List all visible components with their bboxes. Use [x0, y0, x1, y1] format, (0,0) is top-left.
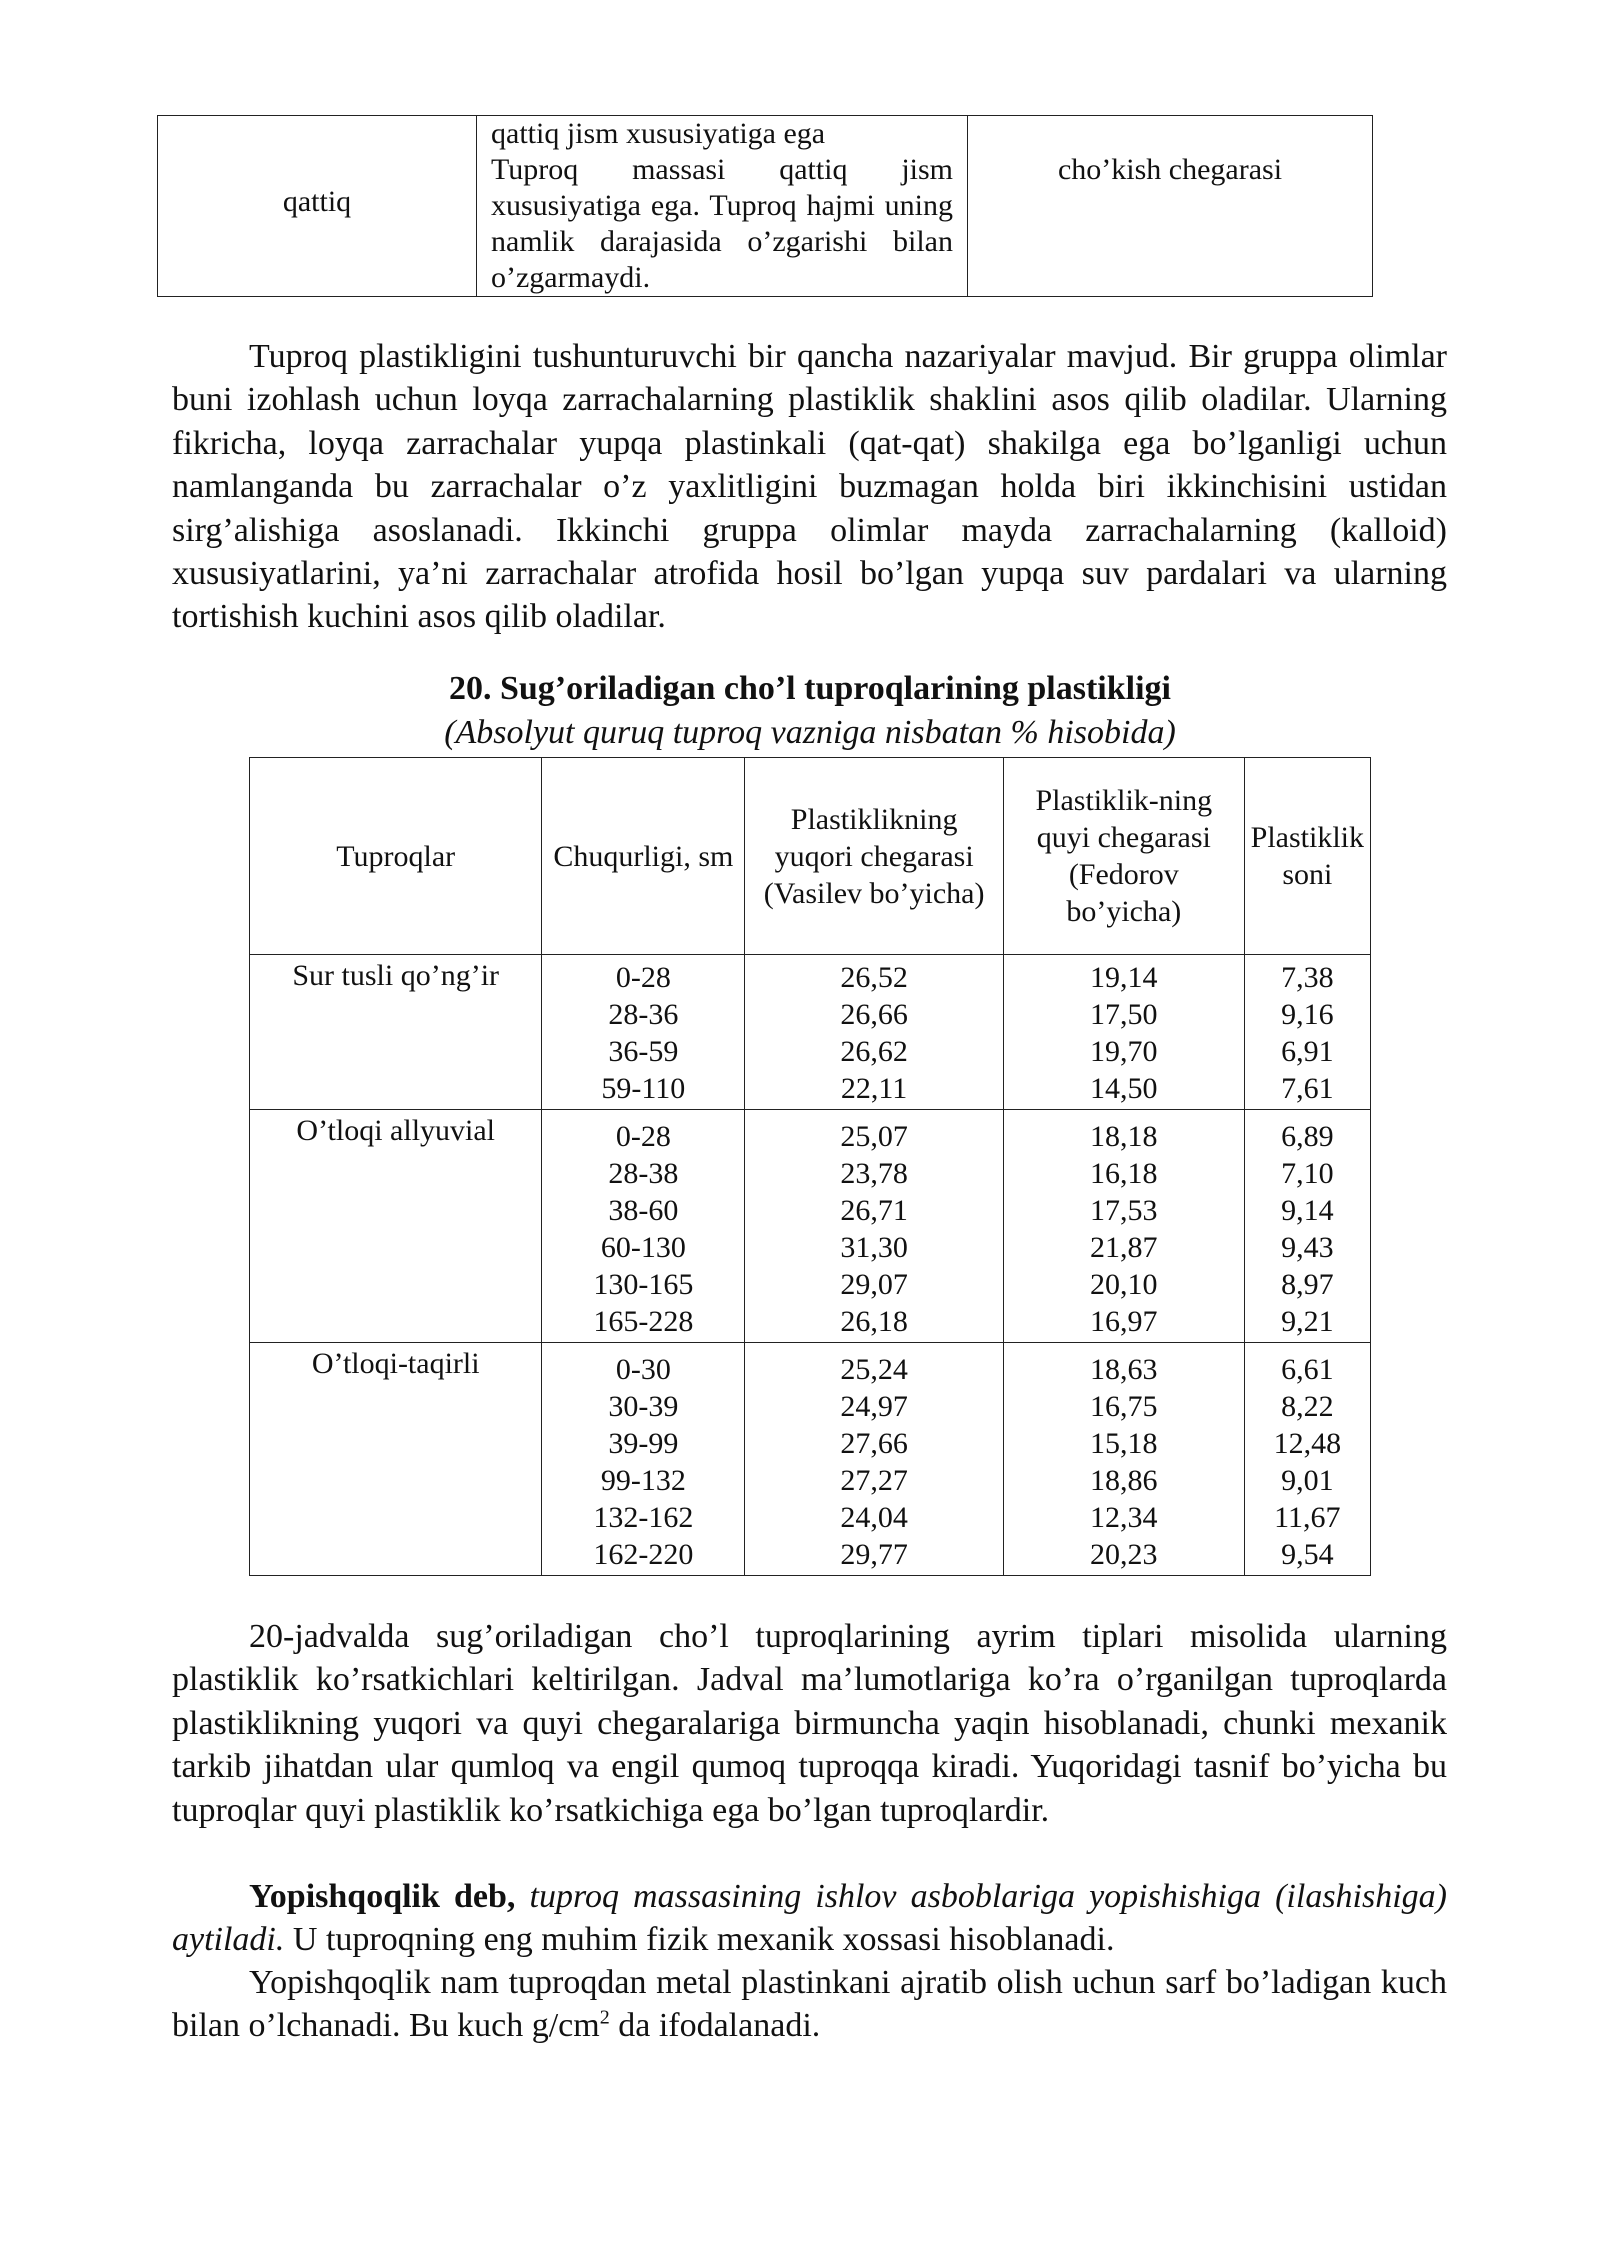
cell-value: 7,61 — [1281, 1072, 1334, 1105]
cell-value: 29,77 — [840, 1538, 908, 1571]
cell-value: 24,04 — [840, 1501, 908, 1534]
cell-value: 23,78 — [840, 1157, 908, 1190]
cell-value: 59-110 — [601, 1072, 686, 1105]
values-cell-number — [1244, 1343, 1370, 1576]
cell-value: 8,97 — [1281, 1268, 1334, 1301]
cell-value: 19,70 — [1090, 1035, 1158, 1068]
cell-value: 15,18 — [1090, 1427, 1158, 1460]
cell-value: 24,97 — [840, 1390, 908, 1423]
cell-value: 14,50 — [1090, 1072, 1158, 1105]
paragraph-text: Yopishqoqlik nam tuproqdan metal plastinkani ajratib olish uchun sarf bo’ladigan kuch bilan o’lchanadi. Bu kuch g/cm — [172, 1964, 1447, 2045]
cell-value: 26,66 — [840, 998, 908, 1031]
paragraph-text: Tuproq plastikligini tushunturuvchi bir qancha nazariyalar mavjud. Bir gruppa olimlar buni izohlash uchun loyqa zarrachalarning plastiklik shaklini asos qilib oladilar. Ularning fikricha, loyqa zarrachalar yupqa plastinkali (qat-qat) shakilga ega bo’lganligi uchun namlanganda bu zarrachalar o’z yaxlitligini buzmagan holda biri ikkinchisini ustidan sirg’alishiga asoslanadi. Ikkinchi gruppa olimlar mayda zarrachalarning (kalloid) xususiyatlarini, ya’ni zarrachalar atrofida hosil bo’lgan yupqa suv pardalari va ularning tortishish kuchini asos qilib oladilar. — [172, 338, 1447, 636]
values-cell-lower — [1003, 1110, 1244, 1343]
cell-value: 26,62 — [840, 1035, 908, 1068]
cell-value: 27,66 — [840, 1427, 908, 1460]
soil-type-cell: Sur tusli qo’ng’ir — [250, 955, 542, 1110]
table-subtitle: (Absolyut quruq tuproq vazniga nisbatan % hisobida) — [444, 714, 1176, 751]
continuation-table — [157, 115, 1373, 297]
paragraph-text: 20-jadvalda sug’oriladigan cho’l tuproqlarining ayrim tiplari misolida ularning plastiklik ko’rsatkichlari keltirilgan. Jadval ma’lumotlariga ko’ra o’rganilgan tuproqlarda plastiklikning yuqori va quyi chegaralariga birmuncha yaqin hisoblanadi, chunki mexanik tarkib jihatdan ular qumloq va engil qumoq tuproqqa kiradi. Yuqoridagi tasnif bo’yicha bu tuproqlar quyi plastiklik ko’rsatkichiga ega bo’lgan tuproqlardir. — [172, 1618, 1447, 1829]
paragraph-stickiness-measurement — [172, 1961, 1447, 2048]
table-row — [158, 116, 1373, 297]
cell-value: 26,71 — [840, 1194, 908, 1227]
cell-value: 16,75 — [1090, 1390, 1158, 1423]
cell-value: 0-28 — [615, 961, 671, 994]
paragraph-text-tail: da ifodalanadi. — [609, 2007, 821, 2045]
table-cell — [477, 116, 968, 297]
cell-value: 6,61 — [1281, 1353, 1334, 1386]
superscript: 2 — [599, 2007, 610, 2030]
cell-value: 22,11 — [840, 1072, 908, 1105]
cell-value: 11,67 — [1274, 1501, 1341, 1534]
cell-value: 9,14 — [1281, 1194, 1334, 1227]
values-cell-upper — [745, 955, 1004, 1110]
cell-value: 16,97 — [1090, 1305, 1158, 1338]
cell-value: 99-132 — [600, 1464, 686, 1497]
values-cell-upper — [745, 1110, 1004, 1343]
cell-value: 7,38 — [1281, 961, 1334, 994]
cell-value: 28-38 — [608, 1157, 679, 1190]
soil-type-cell: O’tloqi-taqirli — [250, 1343, 542, 1576]
cell-value: 26,52 — [840, 961, 908, 994]
cell-value: 9,54 — [1281, 1538, 1334, 1571]
cell-value: 20,10 — [1090, 1268, 1158, 1301]
cell-value: 30-39 — [608, 1390, 679, 1423]
table-row — [250, 1110, 1371, 1343]
cell-value: 36-59 — [608, 1035, 679, 1068]
cell-value: 0-28 — [615, 1120, 671, 1153]
cell-value: 12,48 — [1273, 1427, 1342, 1460]
cell-value: 130-165 — [593, 1268, 694, 1301]
cell-value: 18,86 — [1090, 1464, 1158, 1497]
cell-value: 9,01 — [1281, 1464, 1334, 1497]
cell-value: 29,07 — [840, 1268, 908, 1301]
values-cell-depth — [542, 1110, 745, 1343]
paragraph-theories — [172, 335, 1447, 639]
definition-text: tuproq massasining ishlov asboblariga yopishishiga (ilashishiga) aytiladi. — [172, 1878, 1447, 1959]
table-title: 20. Sug’oriladigan cho’l tuproqlarining plastikligi — [448, 670, 1172, 707]
cell-value: 165-228 — [593, 1305, 694, 1338]
table-row — [250, 1343, 1371, 1576]
cell-value: 6,89 — [1281, 1120, 1334, 1153]
values-cell-number — [1244, 1110, 1370, 1343]
cell-value: 25,24 — [840, 1353, 908, 1386]
cell-value: 162-220 — [593, 1538, 694, 1571]
header-lower-limit: Plastiklik-ning quyi chegarasi (Fedorov bo’yicha) — [1003, 758, 1244, 955]
cell-value: 28-36 — [608, 998, 679, 1031]
cell-value: 25,07 — [840, 1120, 908, 1153]
cell-value: 18,18 — [1090, 1120, 1158, 1153]
values-cell-lower — [1003, 1343, 1244, 1576]
cell-value: 9,16 — [1281, 998, 1334, 1031]
cell-value: 38-60 — [608, 1194, 679, 1227]
cell-value: 27,27 — [840, 1464, 908, 1497]
cell-value: 8,22 — [1281, 1390, 1334, 1423]
cell-value: 17,50 — [1090, 998, 1158, 1031]
values-cell-depth — [542, 1343, 745, 1576]
cell-value: 12,34 — [1090, 1501, 1158, 1534]
cell-text: Tuproq massasi qattiq jism xususiyatiga ega. Tuproq hajmi uning namlik darajasida o’zgarishi bilan o’zgarmaydi. — [491, 153, 953, 294]
cell-value: 60-130 — [600, 1231, 686, 1264]
cell-value: 16,18 — [1090, 1157, 1158, 1190]
cell-value: 7,10 — [1281, 1157, 1334, 1190]
cell-value: 26,18 — [840, 1305, 908, 1338]
paragraph-table-discussion — [172, 1615, 1447, 1832]
cell-value: 132-162 — [593, 1501, 694, 1534]
cell-value: 9,43 — [1281, 1231, 1334, 1264]
header-depth: Chuqurligi, sm — [542, 758, 745, 955]
cell-value: 6,91 — [1281, 1035, 1334, 1068]
cell-value: 17,53 — [1090, 1194, 1158, 1227]
values-cell-lower — [1003, 955, 1244, 1110]
cell-value: 0-30 — [615, 1353, 671, 1386]
paragraph-text: U tuproqning eng muhim fizik mexanik xossasi hisoblanadi. — [292, 1921, 1115, 1959]
table-cell: cho’kish chegarasi — [968, 116, 1373, 297]
table-body — [250, 955, 1371, 1576]
cell-value: 21,87 — [1090, 1231, 1158, 1264]
values-cell-upper — [745, 1343, 1004, 1576]
table-header-row — [250, 758, 1371, 955]
header-soils: Tuproqlar — [250, 758, 542, 955]
header-plasticity-number: Plastiklik soni — [1244, 758, 1370, 955]
header-upper-limit: Plastiklikning yuqori chegarasi (Vasilev bo’yicha) — [745, 758, 1004, 955]
paragraph-stickiness-definition — [172, 1875, 1447, 1962]
table-cell: qattiq — [158, 116, 477, 297]
cell-first-line: qattiq jism xususiyatiga ega — [491, 117, 826, 150]
values-cell-depth — [542, 955, 745, 1110]
cell-value: 31,30 — [840, 1231, 908, 1264]
cell-value: 19,14 — [1090, 961, 1158, 994]
defined-term: Yopishqoqlik deb, — [249, 1878, 516, 1915]
plasticity-table — [249, 757, 1371, 1576]
cell-value: 9,21 — [1281, 1305, 1334, 1338]
cell-value: 20,23 — [1090, 1538, 1158, 1571]
cell-value: 18,63 — [1090, 1353, 1158, 1386]
values-cell-number — [1244, 955, 1370, 1110]
table-row — [250, 955, 1371, 1110]
cell-value: 39-99 — [608, 1427, 679, 1460]
soil-type-cell: O’tloqi allyuvial — [250, 1110, 542, 1343]
